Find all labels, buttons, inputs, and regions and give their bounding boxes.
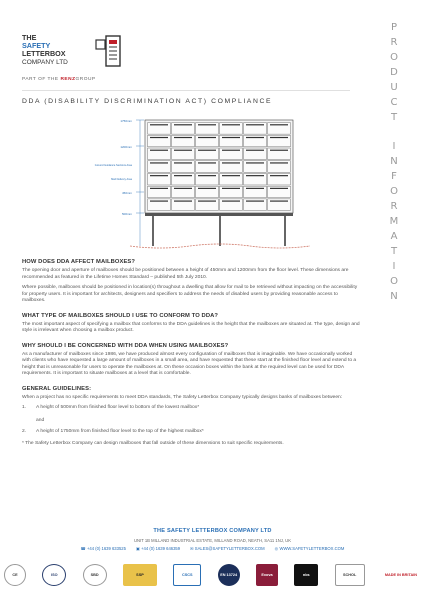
footer-address: UNIT 1B MILLAND INDUSTRIAL ESTATE, MILLAND ROAD, NEATH, SA11 1NJ, UK: [134, 538, 291, 543]
mailbox-slot: [150, 175, 168, 176]
mailbox-slot: [246, 200, 264, 201]
footer-web[interactable]: [275, 546, 345, 551]
drawing-note: Ground Guidance Sections Area: [94, 164, 132, 167]
accreditation-badge: ISO: [42, 564, 66, 586]
mailbox-slot: [150, 124, 168, 125]
side-heading-letter: O: [390, 52, 398, 63]
mailbox-slot: [246, 137, 264, 138]
email-icon: ✉: [190, 546, 195, 551]
side-heading-letter: I: [392, 261, 396, 272]
mailbox-slot: [198, 124, 216, 125]
leg-left: [152, 216, 154, 246]
logo-line1: THE: [22, 33, 37, 42]
section-guidelines: [22, 386, 362, 448]
accreditation-badge: SBD: [83, 564, 107, 586]
section-heading: WHY SHOULD I BE CONCERNED WITH DDA WHEN USING MAILBOXES?: [22, 342, 229, 349]
footer-company: THE SAFETY LETTERBOX COMPANY LTD: [153, 528, 272, 534]
guideline-and: and: [36, 417, 45, 423]
accreditation-badge: SSP: [123, 564, 157, 586]
mailbox-slot: [270, 162, 288, 163]
section-heading: HOW DOES DDA AFFECT MAILBOXES?: [22, 259, 136, 265]
footer-email-value: SALES@SAFETYLETTERBOX.COM: [194, 546, 265, 551]
guideline-item: [22, 429, 362, 436]
side-heading-letter: F: [391, 171, 397, 182]
mailbox-slot: [150, 137, 168, 138]
mailbox-slot: [174, 137, 192, 138]
mailbox-slot: [222, 188, 240, 189]
dim-low: 500mm: [121, 212, 132, 216]
side-heading-letter: N: [390, 156, 398, 167]
section-paragraph: Where possible, mailboxes should be positioned in location(s) throughout a dwelling that allow for mail to be retrieved without impacting on the accessibility for property users. It is important for architects, designers and specifiers to address the needs of disabled users by providing reasonable access to mailboxes.: [22, 285, 358, 303]
footer-fax: [136, 546, 180, 551]
guideline-text: A height of 1750mm from finished floor level to the top of the highest mailbox*: [36, 428, 204, 434]
mailbox-slot: [198, 150, 216, 151]
logo-line3: COMPANY LTD: [22, 58, 68, 66]
mailbox-slot: [198, 188, 216, 189]
mailbox-slot: [222, 124, 240, 125]
mailbox-slot: [150, 150, 168, 151]
mailbox-slot: [198, 162, 216, 163]
mailbox-slot: [150, 188, 168, 189]
side-heading-letter: R: [390, 37, 398, 48]
mailbox-slot: [174, 200, 192, 201]
side-heading-letter: [384, 125, 404, 139]
mailbox-slot: [150, 200, 168, 201]
mailbox-slot: [270, 200, 288, 201]
mailbox-slot: [174, 175, 192, 176]
section-why-concerned: [22, 343, 362, 378]
mailbox-slot: [222, 200, 240, 201]
side-heading-letter: O: [390, 276, 398, 287]
side-heading-letter: A: [390, 231, 398, 242]
side-heading-letter: O: [390, 186, 398, 197]
dim-top: 1750mm: [120, 119, 132, 123]
accreditation-badge: SCHOL: [335, 564, 365, 586]
side-heading-letter: I: [392, 141, 396, 152]
accreditation-badge: CSCS: [173, 564, 201, 586]
side-heading-letter: D: [390, 67, 398, 78]
side-heading-letter: U: [390, 82, 398, 93]
section-what-type: [22, 313, 362, 335]
logo-letterbox: LETTERBOX: [22, 49, 66, 59]
mailbox-slot: [174, 124, 192, 125]
footer-email[interactable]: [190, 546, 265, 551]
side-heading-letter: R: [390, 201, 398, 212]
page-title: DDA (DISABILITY DISCRIMINATION ACT) COMPLIANCE: [22, 98, 273, 105]
guidelines-footnote: * The Safety Letterbox Company can design mailboxes that fall outside of these dimensions to suit specific requirements.: [22, 441, 284, 446]
mailbox-slot: [198, 200, 216, 201]
side-heading-letter: P: [390, 22, 398, 33]
globe-icon: ◎: [274, 546, 280, 551]
mailbox-slot: [222, 162, 240, 163]
dim-bottom: 450mm: [121, 191, 132, 195]
mailbox-slot: [222, 175, 240, 176]
accreditation-badge: Exova: [256, 564, 278, 586]
accreditation-badge: MADE IN BRITAIN: [381, 564, 421, 586]
dim-mid: 1200mm: [120, 145, 132, 149]
fax-icon: ▣: [135, 546, 142, 551]
side-heading-letter: M: [389, 216, 399, 227]
leg-right: [284, 216, 286, 246]
mailbox-slot: [174, 162, 192, 163]
side-heading: [384, 20, 404, 380]
side-heading-letter: T: [390, 246, 398, 257]
mailbox-slot: [198, 137, 216, 138]
main-content: [22, 259, 362, 452]
mailbox-slot: [198, 175, 216, 176]
side-heading-letter: N: [390, 291, 398, 302]
section-paragraph: The most important aspect of specifying a mailbox that conforms to the DDA guidelines is the height that the mailboxes are situated at. The type, design and style is irrelevant when choosing a mailbox product.: [22, 321, 360, 333]
mailbox-bank-drawing: [94, 112, 330, 254]
accreditation-badge: CE: [4, 564, 26, 586]
footer-tel[interactable]: [81, 546, 126, 551]
part-of-group: [22, 77, 96, 82]
mailbox-slot: [246, 162, 264, 163]
logo-text: [22, 34, 68, 67]
section-how-dda: [22, 259, 362, 305]
side-heading-letter: C: [390, 97, 398, 108]
leg-middle: [219, 216, 221, 246]
accreditation-badge: EN 13724: [218, 564, 240, 586]
mailbox-slot: [222, 137, 240, 138]
guideline-number: 2.: [22, 428, 27, 434]
part-of-prefix: PART OF THE: [22, 77, 59, 82]
guideline-text: A height of 500mm from finished floor level to bottom of the lowest mailbox*: [36, 405, 200, 410]
mailbox-slot: [246, 124, 264, 125]
letterbox-logo-icon: [92, 34, 128, 70]
drawing-note2: Mail Delivery Area: [111, 178, 132, 181]
mailbox-slot: [246, 188, 264, 189]
mailbox-slot: [246, 150, 264, 151]
part-of-brand: RENZ: [60, 77, 76, 82]
footer-tel-value: +44 (0) 1639 633525: [86, 546, 126, 551]
header-divider: [22, 90, 350, 91]
mailbox-slot: [270, 188, 288, 189]
mailbox-slot: [270, 124, 288, 125]
guideline-number: 1.: [22, 405, 27, 410]
mailbox-slot: [246, 175, 264, 176]
phone-icon: ☎: [80, 546, 87, 551]
mailbox-slot: [174, 150, 192, 151]
company-logo: [22, 34, 132, 74]
guideline-item: [22, 405, 362, 412]
mailbox-slot: [150, 162, 168, 163]
section-heading: GENERAL GUIDELINES:: [22, 385, 92, 392]
section-paragraph: The opening door and aperture of mailboxes should be positioned between a height of 450mm and 1200mm from the floor level. These dimensions are recommended as featured in the Lifetime Homes Standard – published 5th July 2010.: [22, 268, 349, 280]
accreditation-badges: [4, 560, 421, 590]
footer: [0, 528, 425, 551]
side-heading-letter: T: [390, 112, 398, 123]
logo-safety: SAFETY: [22, 41, 51, 51]
mailbox-slot: [222, 150, 240, 151]
mailbox-slot: [174, 188, 192, 189]
mailbox-slot: [270, 150, 288, 151]
accreditation-badge: nbs: [294, 564, 318, 586]
mailbox-slot: [270, 175, 288, 176]
part-of-suffix: GROUP: [75, 77, 96, 82]
logo-line2: [22, 42, 68, 58]
mailbox-slot: [270, 137, 288, 138]
guidelines-intro: When a project has no specific requirements to meet DDA standards, The Safety Letterbox Company typically designs banks of mailboxes between:: [22, 394, 343, 400]
footer-contacts: [0, 546, 425, 551]
footer-fax-value: +44 (0) 1639 646359: [141, 546, 181, 551]
section-paragraph: As a manufacturer of mailboxes since 1986, we have produced almost every configuration of mailboxes that is imaginable. We have occasionally worked with clients who have requested a large amount of mailboxes in a small area, and have requested that these start at the finished floor level and extend to a height that is unreasonable for users to operate the mailboxes at. On these occasion boxes within the bank at the required level can be used for DDA requirements. It is important to situate mailboxes at a level that is comfortable.: [22, 351, 357, 376]
section-heading: WHAT TYPE OF MAILBOXES SHOULD I USE TO CONFORM TO DDA?: [22, 312, 219, 319]
footer-web-value: WWW.SAFETYLETTERBOX.COM: [279, 546, 345, 551]
